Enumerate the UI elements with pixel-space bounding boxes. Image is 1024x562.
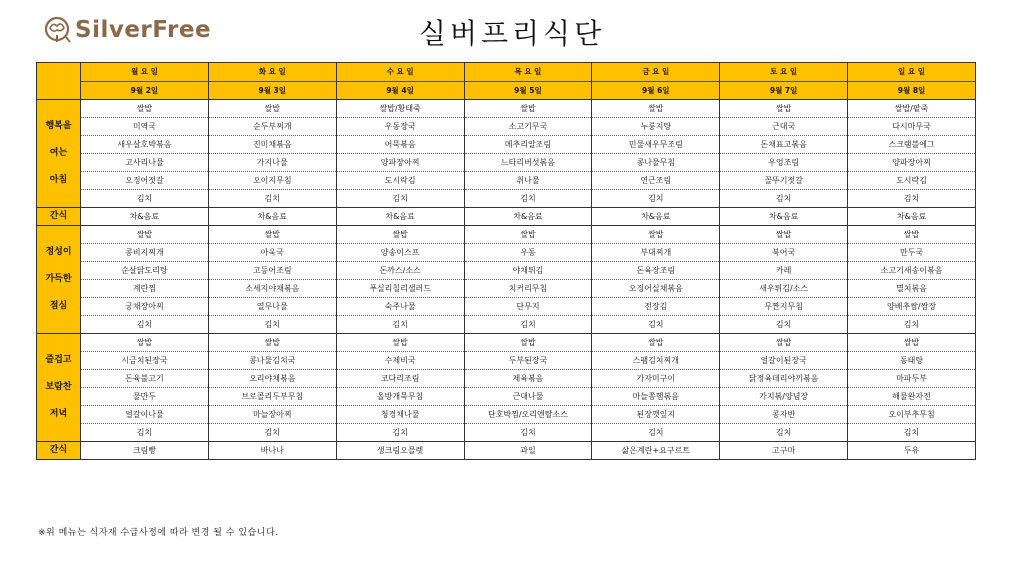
menu-item: 닭정육데리야끼볶음 bbox=[720, 370, 848, 388]
day-date: 9월 7일 bbox=[769, 86, 798, 95]
day-name: 월 요 일 bbox=[81, 63, 208, 82]
snack-item: 차&음료 bbox=[208, 208, 336, 226]
menu-item: 쌀밥 bbox=[592, 334, 720, 352]
menu-item: 소고기무국 bbox=[464, 118, 592, 136]
day-name: 수 요 일 bbox=[337, 63, 464, 82]
day-name: 목 요 일 bbox=[465, 63, 592, 82]
menu-item: 가자미구이 bbox=[592, 370, 720, 388]
menu-item: 우동 bbox=[464, 244, 592, 262]
day-date: 9월 6일 bbox=[642, 86, 670, 95]
menu-item: 도시락김 bbox=[336, 172, 464, 190]
menu-item: 쌀밥 bbox=[464, 100, 592, 118]
menu-item: 얼갈이된장국 bbox=[720, 352, 848, 370]
menu-item: 쌀밥 bbox=[208, 226, 336, 244]
logo-text: SilverFree bbox=[75, 17, 212, 43]
menu-item: 오이부추무침 bbox=[848, 406, 976, 424]
menu-item: 전장김 bbox=[592, 298, 720, 316]
menu-item: 김치 bbox=[208, 190, 336, 208]
menu-item: 쌀밥 bbox=[720, 334, 848, 352]
menu-item: 쌀밥 bbox=[848, 226, 976, 244]
menu-item: 김치 bbox=[208, 424, 336, 442]
menu-item: 진미채볶음 bbox=[208, 136, 336, 154]
menu-item: 숙주나물 bbox=[336, 298, 464, 316]
menu-item: 김치 bbox=[336, 316, 464, 334]
menu-item: 북어국 bbox=[720, 244, 848, 262]
breakfast-label-line: 행복을 bbox=[45, 121, 72, 131]
lunch-row bbox=[37, 316, 976, 334]
snack-item: 바나나 bbox=[208, 442, 336, 460]
menu-item: 무짠지무침 bbox=[720, 298, 848, 316]
menu-item: 소세지야채볶음 bbox=[208, 280, 336, 298]
day-header-row bbox=[37, 63, 976, 100]
menu-item: 근대국 bbox=[720, 118, 848, 136]
lunch-label-line: 가득한 bbox=[45, 274, 72, 284]
menu-item: 고등어조림 bbox=[208, 262, 336, 280]
dinner-label-line: 보람찬 bbox=[45, 382, 72, 392]
menu-item: 오징어실채볶음 bbox=[592, 280, 720, 298]
menu-item: 오이지무침 bbox=[208, 172, 336, 190]
snack-item: 삶은계란+요구르트 bbox=[592, 442, 720, 460]
breakfast-row bbox=[37, 154, 976, 172]
menu-item: 김치 bbox=[464, 190, 592, 208]
menu-item: 가지나물 bbox=[208, 154, 336, 172]
menu-item: 쌀밥 bbox=[81, 100, 209, 118]
snack-item: 차&음료 bbox=[848, 208, 976, 226]
day-name: 화 요 일 bbox=[209, 63, 336, 82]
menu-item: 오징어젓갈 bbox=[81, 172, 209, 190]
menu-item: 멸치볶음 bbox=[848, 280, 976, 298]
snack-item: 생크림오믈렛 bbox=[336, 442, 464, 460]
menu-item: 김치 bbox=[592, 190, 720, 208]
menu-item: 계란찜 bbox=[81, 280, 209, 298]
menu-item: 양송이스프 bbox=[336, 244, 464, 262]
day-header bbox=[336, 63, 464, 100]
day-name: 토 요 일 bbox=[720, 63, 847, 82]
menu-item: 만두국 bbox=[848, 244, 976, 262]
breakfast-row bbox=[37, 172, 976, 190]
menu-item: 순살닭도리탕 bbox=[81, 262, 209, 280]
breakfast-label-line: 여는 bbox=[49, 148, 68, 158]
menu-item: 누룽지탕 bbox=[592, 118, 720, 136]
menu-item: 쌀밥 bbox=[848, 334, 976, 352]
snack-item: 차&음료 bbox=[720, 208, 848, 226]
menu-item: 다시마무국 bbox=[848, 118, 976, 136]
day-date: 9월 4일 bbox=[386, 86, 414, 95]
menu-item: 근대나물 bbox=[464, 388, 592, 406]
menu-item: 두부된장국 bbox=[464, 352, 592, 370]
snack1-label: 간식 bbox=[37, 208, 81, 226]
snack2-label: 간식 bbox=[37, 442, 81, 460]
lunch-row bbox=[37, 226, 976, 244]
menu-item: 청경채나물 bbox=[336, 406, 464, 424]
menu-item: 메추리알조림 bbox=[464, 136, 592, 154]
lunch-row bbox=[37, 262, 976, 280]
menu-item: 마파두부 bbox=[848, 370, 976, 388]
menu-item: 미역국 bbox=[81, 118, 209, 136]
menu-item: 쌀밥 bbox=[208, 334, 336, 352]
menu-item: 김치 bbox=[720, 316, 848, 334]
menu-item: 된장깻잎지 bbox=[592, 406, 720, 424]
snack2-row bbox=[37, 442, 976, 460]
day-header bbox=[592, 63, 720, 100]
menu-item: 취나물 bbox=[464, 172, 592, 190]
menu-item: 쌀밥 bbox=[720, 100, 848, 118]
day-header bbox=[464, 63, 592, 100]
menu-item: 쌀밥 bbox=[81, 334, 209, 352]
menu-item: 제육볶음 bbox=[464, 370, 592, 388]
menu-item: 쌀밥/황태죽 bbox=[336, 100, 464, 118]
menu-item: 마늘장아찌 bbox=[208, 406, 336, 424]
menu-item: 쌀밥 bbox=[81, 226, 209, 244]
menu-item: 스팸김치찌개 bbox=[592, 352, 720, 370]
day-header bbox=[720, 63, 848, 100]
snack-item: 차&음료 bbox=[336, 208, 464, 226]
dinner-row bbox=[37, 388, 976, 406]
menu-item: 스크램블에그 bbox=[848, 136, 976, 154]
menu-item: 김치 bbox=[336, 190, 464, 208]
dinner-row bbox=[37, 352, 976, 370]
snack1-row bbox=[37, 208, 976, 226]
menu-item: 새우살호박볶음 bbox=[81, 136, 209, 154]
menu-item: 쌀밥 bbox=[336, 334, 464, 352]
menu-item: 쌀밥 bbox=[720, 226, 848, 244]
snack-item: 차&음료 bbox=[592, 208, 720, 226]
menu-item: 콩자반 bbox=[720, 406, 848, 424]
menu-item: 우동장국 bbox=[336, 118, 464, 136]
menu-item: 돈육장조림 bbox=[592, 262, 720, 280]
snack-item: 차&음료 bbox=[464, 208, 592, 226]
menu-item: 카레 bbox=[720, 262, 848, 280]
menu-item: 아욱국 bbox=[208, 244, 336, 262]
menu-item: 쌀밥 bbox=[336, 226, 464, 244]
dinner-row bbox=[37, 370, 976, 388]
lunch-label-line: 점심 bbox=[49, 301, 68, 311]
menu-item: 양파장아찌 bbox=[848, 154, 976, 172]
breakfast-label-line: 아침 bbox=[49, 175, 68, 185]
breakfast-row bbox=[37, 190, 976, 208]
dinner-row bbox=[37, 424, 976, 442]
lunch-row bbox=[37, 244, 976, 262]
menu-item: 소고기새송이볶음 bbox=[848, 262, 976, 280]
menu-item: 시금치된장국 bbox=[81, 352, 209, 370]
menu-item: 콩나물무침 bbox=[592, 154, 720, 172]
menu-item: 푸실리칠리샐러드 bbox=[336, 280, 464, 298]
breakfast-row bbox=[37, 118, 976, 136]
menu-item: 순두부찌개 bbox=[208, 118, 336, 136]
menu-item: 도시락김 bbox=[848, 172, 976, 190]
day-date: 9월 5일 bbox=[514, 86, 542, 95]
menu-item: 치커리무침 bbox=[464, 280, 592, 298]
menu-item: 돈육불고기 bbox=[81, 370, 209, 388]
breakfast-row bbox=[37, 100, 976, 118]
menu-item: 새우튀김/소스 bbox=[720, 280, 848, 298]
menu-item: 김치 bbox=[720, 190, 848, 208]
day-header bbox=[81, 63, 209, 100]
menu-item: 느타리버섯볶음 bbox=[464, 154, 592, 172]
menu-item: 김치 bbox=[464, 424, 592, 442]
menu-item: 김치 bbox=[720, 424, 848, 442]
day-name: 일 요 일 bbox=[848, 63, 975, 82]
menu-item: 코다리조림 bbox=[336, 370, 464, 388]
page-title: 실버프리식단 bbox=[418, 17, 606, 50]
day-header bbox=[208, 63, 336, 100]
breakfast-label bbox=[37, 100, 81, 208]
menu-item: 김치 bbox=[848, 316, 976, 334]
footnote: ※위 메뉴는 식자재 수급사정에 따라 변경 될 수 있습니다. bbox=[38, 528, 279, 538]
menu-item: 콩나물김치국 bbox=[208, 352, 336, 370]
snack-item: 과일 bbox=[464, 442, 592, 460]
menu-item: 김치 bbox=[848, 190, 976, 208]
snack-item: 두유 bbox=[848, 442, 976, 460]
menu-item: 물만두 bbox=[81, 388, 209, 406]
menu-item: 어묵볶음 bbox=[336, 136, 464, 154]
day-name: 금 요 일 bbox=[592, 63, 719, 82]
menu-item: 김치 bbox=[81, 190, 209, 208]
lunch-label-line: 정성이 bbox=[45, 247, 72, 257]
menu-item: 양파장아찌 bbox=[336, 154, 464, 172]
menu-item: 열무나물 bbox=[208, 298, 336, 316]
menu-item: 김치 bbox=[464, 316, 592, 334]
menu-item: 쌀밥/팥죽 bbox=[848, 100, 976, 118]
menu-item: 단호박찜/오리엔탈소스 bbox=[464, 406, 592, 424]
dinner-label-line: 저녁 bbox=[49, 409, 68, 419]
lunch-row bbox=[37, 298, 976, 316]
dinner-label bbox=[37, 334, 81, 442]
menu-item: 쌀밥 bbox=[592, 100, 720, 118]
menu-item: 우엉조림 bbox=[720, 154, 848, 172]
menu-item: 단무지 bbox=[464, 298, 592, 316]
dinner-label-line: 즐겁고 bbox=[45, 355, 72, 365]
menu-item: 김치 bbox=[592, 316, 720, 334]
menu-item: 돈까스/소스 bbox=[336, 262, 464, 280]
dinner-row bbox=[37, 406, 976, 424]
menu-item: 김치 bbox=[81, 316, 209, 334]
menu-item: 김치 bbox=[208, 316, 336, 334]
menu-item: 연근조림 bbox=[592, 172, 720, 190]
menu-item: 마늘쫑햄볶음 bbox=[592, 388, 720, 406]
dinner-row bbox=[37, 334, 976, 352]
day-header bbox=[848, 63, 976, 100]
menu-item: 꼴뚜기젓갈 bbox=[720, 172, 848, 190]
menu-item: 브로콜리두부무침 bbox=[208, 388, 336, 406]
menu-item: 쌀밥 bbox=[592, 226, 720, 244]
corner-cell bbox=[37, 63, 81, 100]
menu-item: 양배추쌈/쌈장 bbox=[848, 298, 976, 316]
menu-item: 올방개묵무침 bbox=[336, 388, 464, 406]
menu-item: 김치 bbox=[592, 424, 720, 442]
menu-item: 김치 bbox=[848, 424, 976, 442]
lunch-label bbox=[37, 226, 81, 334]
day-date: 9월 8일 bbox=[897, 86, 926, 95]
snack-item: 크림빵 bbox=[81, 442, 209, 460]
snack-item: 차&음료 bbox=[81, 208, 209, 226]
menu-item: 얼갈이나물 bbox=[81, 406, 209, 424]
menu-item: 민물새우무조림 bbox=[592, 136, 720, 154]
menu-item: 김치 bbox=[81, 424, 209, 442]
menu-table bbox=[36, 62, 976, 460]
menu-item: 야채튀김 bbox=[464, 262, 592, 280]
menu-item: 동태탕 bbox=[848, 352, 976, 370]
menu-item: 콩비지찌개 bbox=[81, 244, 209, 262]
snack-item: 고구마 bbox=[720, 442, 848, 460]
menu-item: 고사리나물 bbox=[81, 154, 209, 172]
menu-item: 쌀밥 bbox=[464, 226, 592, 244]
menu-item: 쌀밥 bbox=[208, 100, 336, 118]
menu-item: 김치 bbox=[336, 424, 464, 442]
day-date: 9월 2일 bbox=[130, 86, 159, 95]
menu-item: 궁채장아찌 bbox=[81, 298, 209, 316]
menu-item: 쌀밥 bbox=[464, 334, 592, 352]
menu-item: 수제비국 bbox=[336, 352, 464, 370]
day-date: 9월 3일 bbox=[258, 86, 287, 95]
lunch-row bbox=[37, 280, 976, 298]
menu-item: 돈채표고볶음 bbox=[720, 136, 848, 154]
breakfast-row bbox=[37, 136, 976, 154]
menu-item: 가지볶/양념장 bbox=[720, 388, 848, 406]
menu-item: 부대찌개 bbox=[592, 244, 720, 262]
menu-item: 오리야채볶음 bbox=[208, 370, 336, 388]
menu-item: 해물완자전 bbox=[848, 388, 976, 406]
